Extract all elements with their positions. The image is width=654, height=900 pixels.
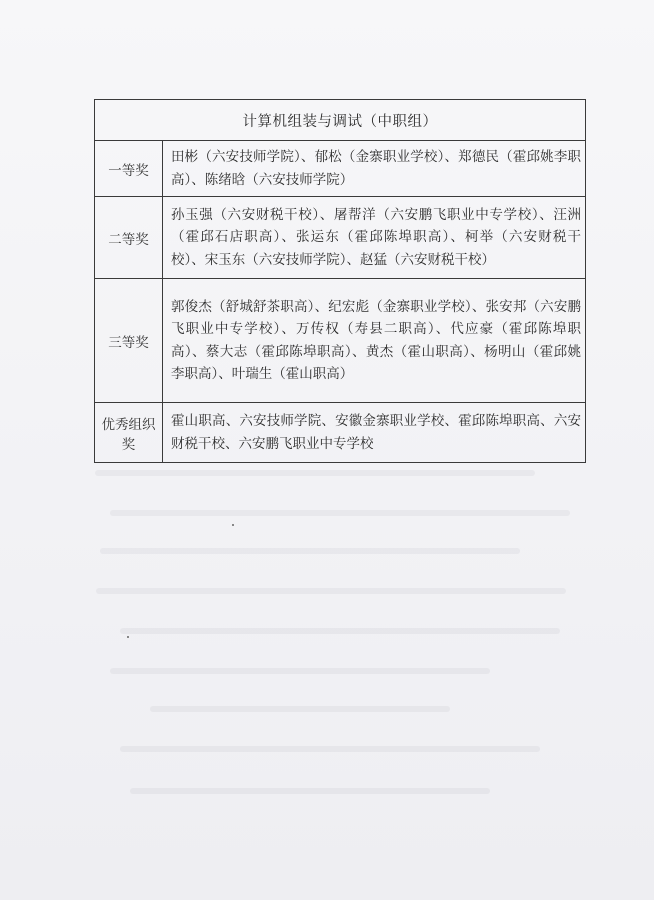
bleed-through-line [150,706,450,712]
bleed-through-line [95,470,535,476]
bleed-through-line [110,668,490,674]
table-row [95,403,586,463]
bleed-through-line [96,588,566,594]
table-row [95,279,586,403]
award-category-third: 三等奖 [95,279,163,403]
bleed-through-line [120,628,560,634]
table-row [95,141,586,197]
award-table [94,99,586,463]
bleed-through-line [130,788,490,794]
award-winners-first: 田彬（六安技师学院）、郁松（金寨职业学校）、郑德民（霍邱姚李职高）、陈绪晗（六安技师学院） [163,141,586,197]
award-winners-organization: 霍山职高、六安技师学院、安徽金寨职业学校、霍邱陈埠职高、六安财税干校、六安鹏飞职业中专学校 [163,403,586,463]
award-category-first: 一等奖 [95,141,163,197]
table-title: 计算机组装与调试（中职组） [95,100,586,141]
award-category-second: 二等奖 [95,197,163,279]
scan-speck [232,524,234,526]
award-category-organization: 优秀组织奖 [95,403,163,463]
bleed-through-line [110,510,570,516]
bleed-through-line [120,746,540,752]
award-winners-third: 郭俊杰（舒城舒茶职高）、纪宏彪（金寨职业学校）、张安邦（六安鹏飞职业中专学校）、万传权（寿县二职高）、代应豪（霍邱陈埠职高）、蔡大志（霍邱陈埠职高）、黄杰（霍山职高）、杨明山（霍邱姚李职高）、叶瑞生（霍山职高） [163,279,586,403]
scan-speck [127,636,129,638]
bleed-through-line [100,548,520,554]
award-winners-second: 孙玉强（六安财税干校）、屠帮洋（六安鹏飞职业中专学校）、汪洲（霍邱石店职高）、张运东（霍邱陈埠职高）、柯举（六安财税干校）、宋玉东（六安技师学院）、赵猛（六安财税干校） [163,197,586,279]
table-row [95,197,586,279]
